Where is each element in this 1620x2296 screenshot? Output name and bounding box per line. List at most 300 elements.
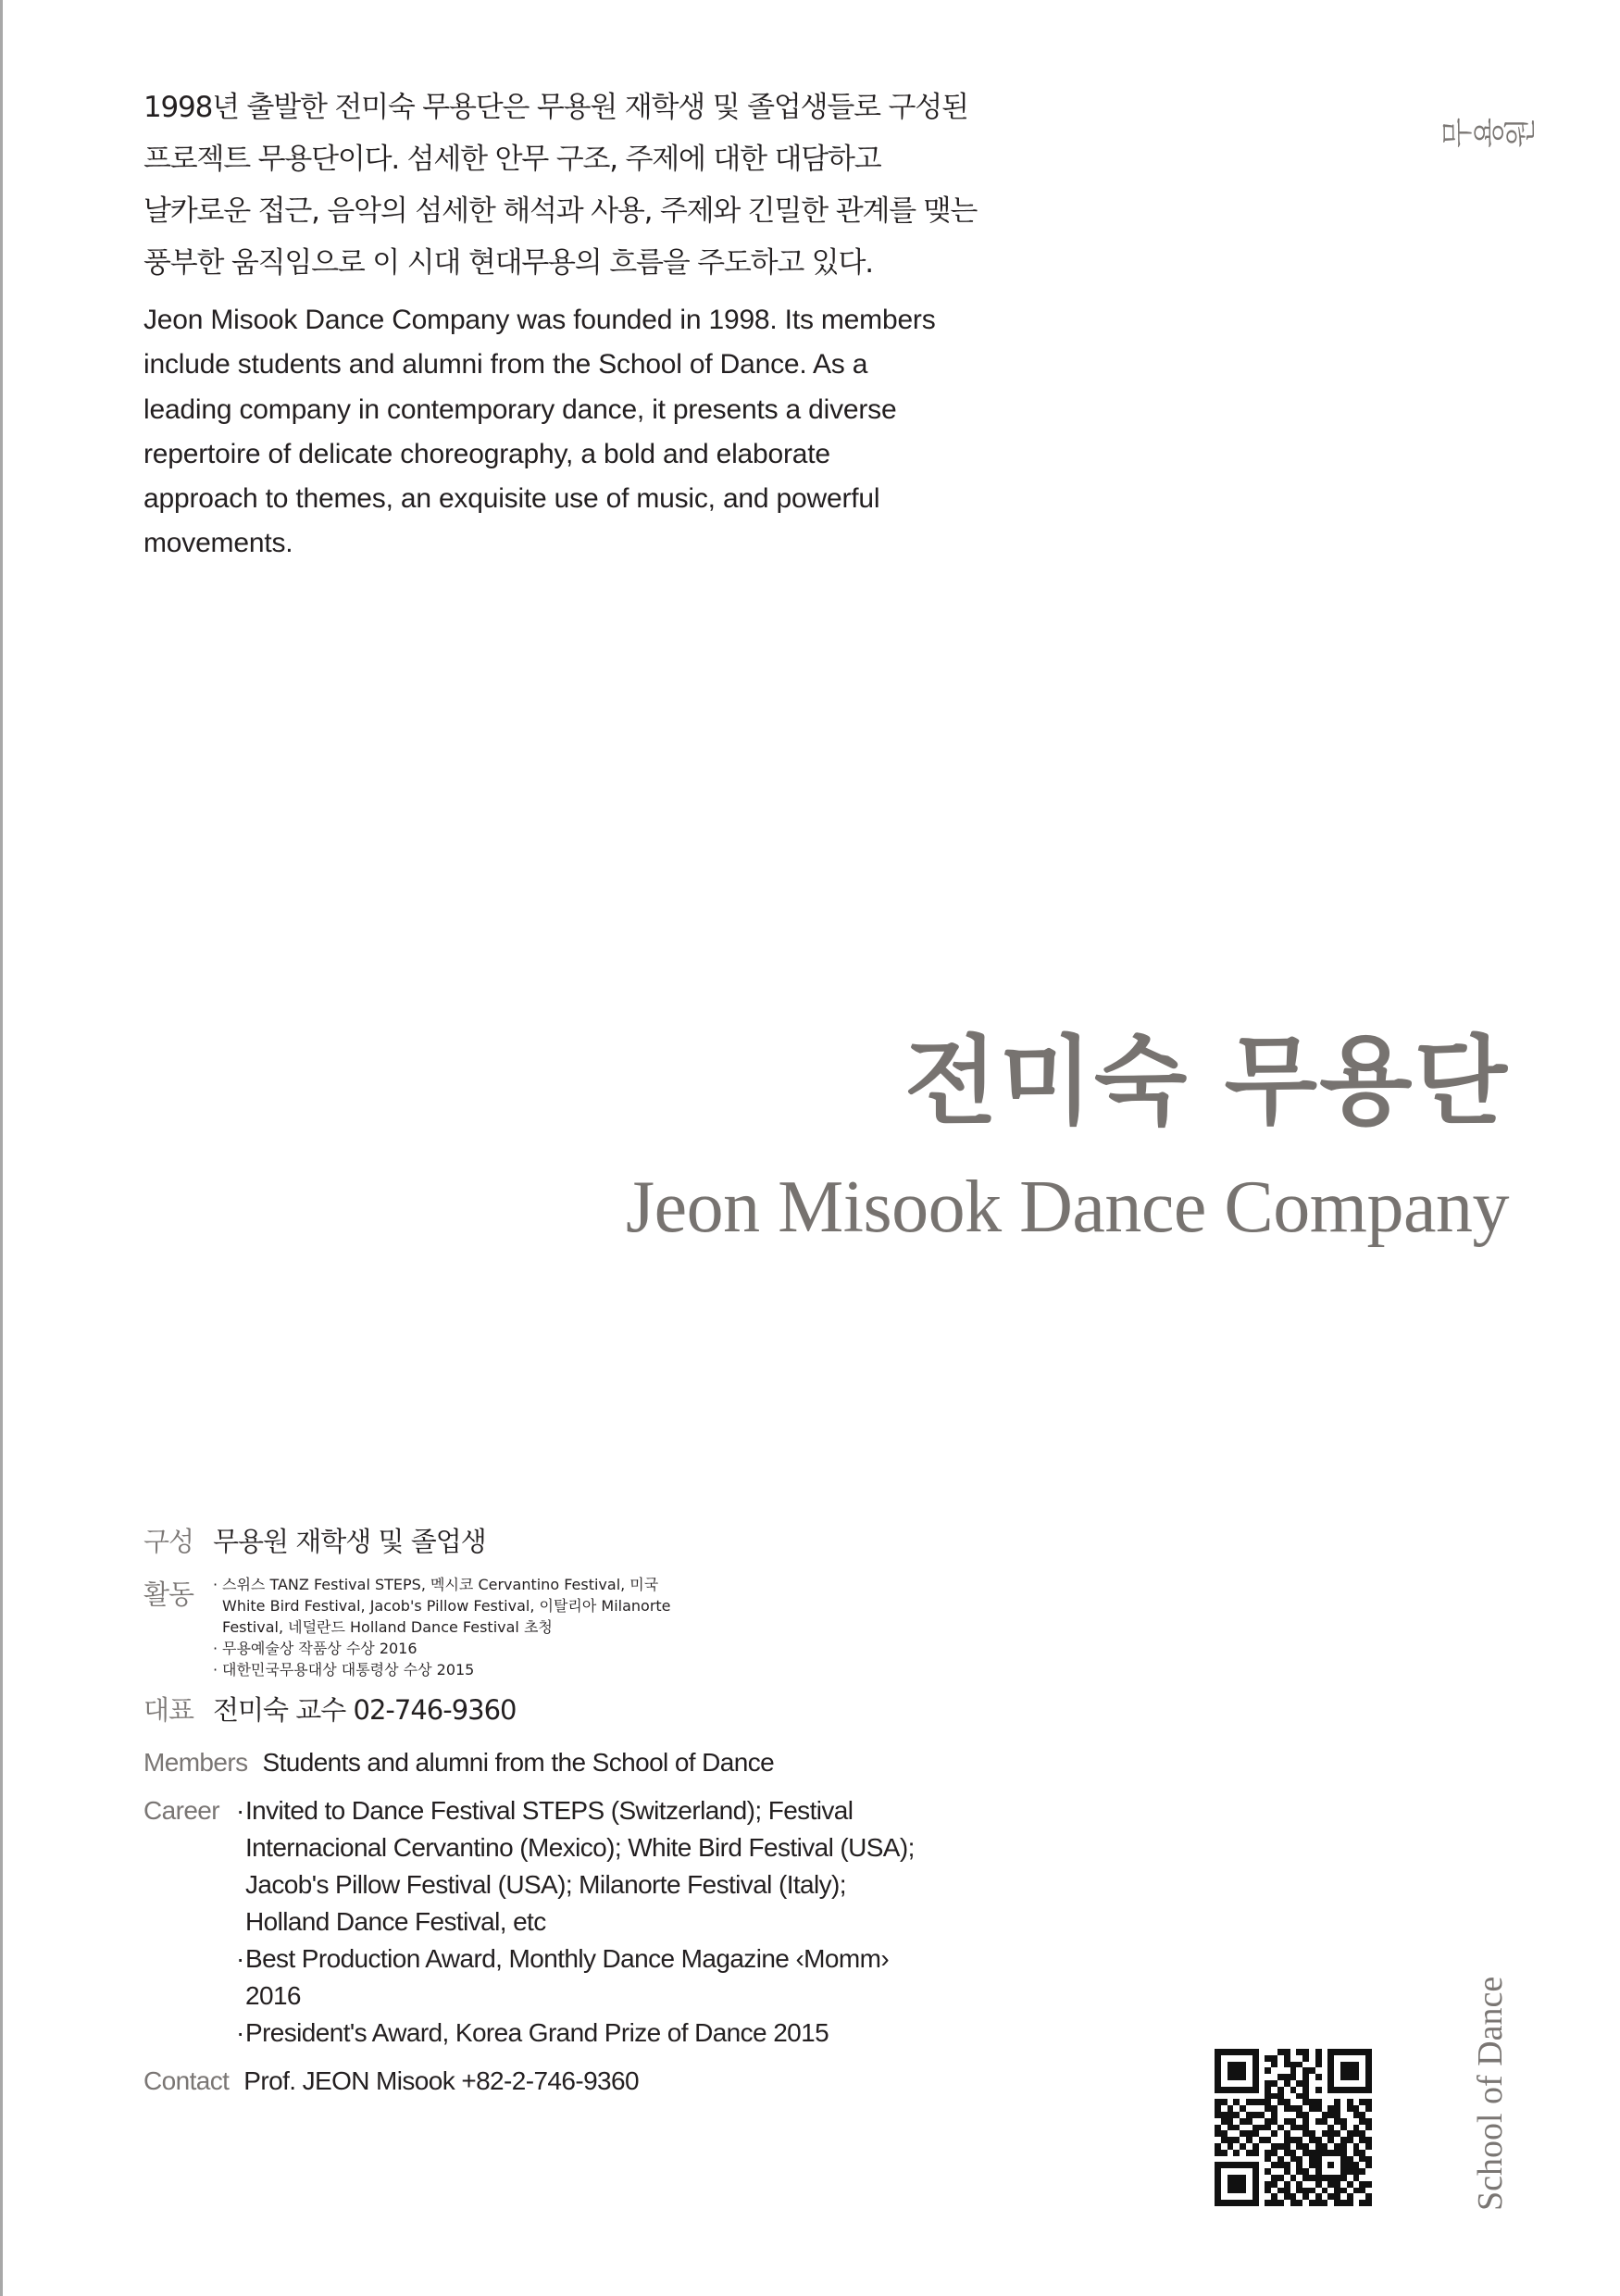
qr-module <box>1240 2137 1246 2143</box>
qr-module <box>1271 2093 1277 2100</box>
activities-list <box>213 1573 671 1679</box>
qr-module <box>1240 2168 1246 2175</box>
qr-module <box>1290 2168 1297 2175</box>
qr-module <box>1359 2112 1365 2118</box>
qr-module <box>1277 2118 1284 2125</box>
qr-module <box>1215 2062 1221 2068</box>
qr-module <box>1252 2188 1259 2194</box>
qr-module <box>1215 2175 1221 2181</box>
qr-module <box>1296 2137 1302 2143</box>
qr-module <box>1365 2181 1372 2188</box>
qr-module <box>1327 2143 1334 2150</box>
qr-module <box>1252 2074 1259 2080</box>
qr-module <box>1334 2125 1340 2131</box>
qr-module <box>1265 2105 1271 2112</box>
career-line <box>236 1978 915 2015</box>
qr-module <box>1290 2099 1297 2105</box>
activity-line <box>213 1658 671 1679</box>
qr-module <box>1221 2193 1227 2200</box>
qr-module <box>1327 2200 1334 2206</box>
qr-module <box>1240 2105 1246 2112</box>
qr-module <box>1296 2130 1302 2137</box>
qr-module <box>1334 2093 1340 2100</box>
career-text: President's Award, Korea Grand Prize of Dance 2015 <box>245 2018 829 2047</box>
members-value: Students and alumni from the School of Dance <box>262 1748 775 1777</box>
qr-module <box>1322 2074 1328 2080</box>
qr-module <box>1296 2162 1302 2168</box>
qr-module <box>1265 2074 1271 2080</box>
qr-module <box>1340 2080 1347 2087</box>
qr-module <box>1233 2137 1240 2143</box>
qr-module <box>1284 2175 1290 2181</box>
qr-module <box>1353 2118 1360 2125</box>
qr-module <box>1347 2193 1353 2200</box>
qr-module <box>1233 2067 1240 2074</box>
qr-module <box>1302 2156 1309 2163</box>
qr-module <box>1259 2112 1265 2118</box>
qr-module <box>1309 2156 1315 2163</box>
qr-module <box>1271 2074 1277 2080</box>
qr-module <box>1221 2067 1227 2074</box>
qr-module <box>1271 2168 1277 2175</box>
qr-module <box>1327 2125 1334 2131</box>
qr-module <box>1322 2137 1328 2143</box>
qr-module <box>1259 2193 1265 2200</box>
qr-module <box>1221 2150 1227 2156</box>
qr-module <box>1271 2137 1277 2143</box>
qr-module <box>1246 2049 1252 2055</box>
qr-module <box>1340 2062 1347 2068</box>
qr-module <box>1309 2099 1315 2105</box>
qr-module <box>1221 2125 1227 2131</box>
qr-module <box>1259 2105 1265 2112</box>
qr-module <box>1315 2118 1322 2125</box>
qr-module <box>1309 2130 1315 2137</box>
qr-module <box>1284 2125 1290 2131</box>
qr-module <box>1259 2087 1265 2093</box>
qr-module <box>1215 2162 1221 2168</box>
qr-module <box>1233 2156 1240 2163</box>
qr-module <box>1246 2156 1252 2163</box>
qr-module <box>1221 2055 1227 2062</box>
qr-module <box>1284 2200 1290 2206</box>
qr-module <box>1365 2193 1372 2200</box>
qr-module <box>1259 2093 1265 2100</box>
qr-module <box>1233 2105 1240 2112</box>
qr-module <box>1233 2188 1240 2194</box>
qr-module <box>1334 2130 1340 2137</box>
qr-module <box>1271 2087 1277 2093</box>
qr-module <box>1327 2181 1334 2188</box>
qr-module <box>1240 2150 1246 2156</box>
qr-module <box>1215 2112 1221 2118</box>
qr-module <box>1365 2175 1372 2181</box>
qr-module <box>1277 2181 1284 2188</box>
qr-module <box>1290 2150 1297 2156</box>
qr-module <box>1347 2175 1353 2181</box>
qr-module <box>1252 2062 1259 2068</box>
qr-module <box>1315 2080 1322 2087</box>
qr-module <box>1365 2062 1372 2068</box>
qr-module <box>1227 2143 1234 2150</box>
qr-module <box>1271 2193 1277 2200</box>
qr-module <box>1259 2168 1265 2175</box>
qr-module <box>1309 2055 1315 2062</box>
career-line <box>236 1829 915 1866</box>
qr-module <box>1340 2150 1347 2156</box>
qr-module <box>1315 2105 1322 2112</box>
qr-module <box>1277 2112 1284 2118</box>
qr-module <box>1265 2049 1271 2055</box>
qr-module <box>1240 2080 1246 2087</box>
qr-module <box>1334 2168 1340 2175</box>
qr-module <box>1215 2074 1221 2080</box>
qr-module <box>1252 2143 1259 2150</box>
qr-module <box>1221 2099 1227 2105</box>
intro-en-line: include students and alumni from the School of Dance. As a <box>143 349 868 381</box>
qr-module <box>1277 2074 1284 2080</box>
qr-module <box>1233 2087 1240 2093</box>
qr-module <box>1240 2118 1246 2125</box>
qr-module <box>1265 2099 1271 2105</box>
qr-module <box>1246 2168 1252 2175</box>
intro-ko-line: 프로젝트 무용단이다. 섬세한 안무 구조, 주제에 대한 대담하고 <box>143 143 881 176</box>
qr-module <box>1347 2143 1353 2150</box>
qr-module <box>1334 2143 1340 2150</box>
qr-module <box>1246 2105 1252 2112</box>
qr-module <box>1246 2112 1252 2118</box>
qr-module <box>1265 2130 1271 2137</box>
qr-module <box>1284 2193 1290 2200</box>
qr-module <box>1315 2130 1322 2137</box>
qr-module <box>1290 2181 1297 2188</box>
qr-module <box>1233 2143 1240 2150</box>
qr-module <box>1265 2093 1271 2100</box>
activity-text: 스위스 TANZ Festival STEPS, 멕시코 Cervantino Festival, 미국 <box>222 1575 659 1593</box>
intro-section <box>143 81 1051 567</box>
qr-module <box>1252 2087 1259 2093</box>
qr-module <box>1347 2099 1353 2105</box>
qr-module <box>1340 2156 1347 2163</box>
qr-module <box>1340 2049 1347 2055</box>
qr-module <box>1334 2112 1340 2118</box>
qr-module <box>1334 2099 1340 2105</box>
qr-module <box>1259 2074 1265 2080</box>
qr-module <box>1322 2168 1328 2175</box>
qr-module <box>1353 2130 1360 2137</box>
qr-module <box>1246 2055 1252 2062</box>
qr-module <box>1271 2188 1277 2194</box>
qr-module <box>1296 2087 1302 2093</box>
qr-module <box>1353 2093 1360 2100</box>
qr-module <box>1327 2118 1334 2125</box>
qr-module <box>1359 2200 1365 2206</box>
qr-module <box>1365 2137 1372 2143</box>
qr-module <box>1309 2093 1315 2100</box>
qr-module <box>1327 2193 1334 2200</box>
qr-module <box>1240 2188 1246 2194</box>
qr-module <box>1309 2105 1315 2112</box>
qr-module <box>1215 2181 1221 2188</box>
qr-module <box>1322 2156 1328 2163</box>
qr-module <box>1327 2130 1334 2137</box>
qr-module <box>1271 2150 1277 2156</box>
qr-module <box>1246 2093 1252 2100</box>
qr-module <box>1359 2188 1365 2194</box>
qr-module <box>1284 2074 1290 2080</box>
representative-value: 전미숙 교수 02-746-9360 <box>213 1693 517 1726</box>
qr-module <box>1309 2168 1315 2175</box>
qr-module <box>1296 2118 1302 2125</box>
qr-module <box>1252 2150 1259 2156</box>
qr-module <box>1290 2049 1297 2055</box>
qr-module <box>1215 2130 1221 2137</box>
qr-module <box>1221 2175 1227 2181</box>
qr-module <box>1246 2162 1252 2168</box>
qr-module <box>1221 2062 1227 2068</box>
info-row-composition <box>143 1520 1069 1564</box>
qr-module <box>1359 2150 1365 2156</box>
qr-module <box>1215 2067 1221 2074</box>
qr-module <box>1315 2062 1322 2068</box>
qr-module <box>1302 2125 1309 2131</box>
page-title-korean: 전미숙 무용단 <box>904 1024 1509 1138</box>
qr-module <box>1227 2093 1234 2100</box>
qr-module <box>1227 2055 1234 2062</box>
qr-module <box>1233 2118 1240 2125</box>
qr-module <box>1359 2062 1365 2068</box>
qr-module <box>1259 2049 1265 2055</box>
qr-module <box>1252 2200 1259 2206</box>
qr-module <box>1340 2112 1347 2118</box>
qr-module <box>1240 2067 1246 2074</box>
qr-module <box>1290 2143 1297 2150</box>
qr-module <box>1347 2112 1353 2118</box>
info-row-representative <box>143 1689 1069 1732</box>
qr-module <box>1340 2168 1347 2175</box>
qr-module <box>1215 2168 1221 2175</box>
page-title-english: Jeon Misook Dance Company <box>625 1167 1509 1248</box>
qr-module <box>1252 2055 1259 2062</box>
qr-module <box>1322 2118 1328 2125</box>
qr-module <box>1252 2156 1259 2163</box>
qr-module <box>1259 2175 1265 2181</box>
qr-module <box>1240 2125 1246 2131</box>
qr-module <box>1227 2130 1234 2137</box>
qr-module <box>1365 2080 1372 2087</box>
qr-module <box>1284 2105 1290 2112</box>
composition-label: 구성 <box>143 1526 194 1557</box>
qr-module <box>1302 2055 1309 2062</box>
qr-module <box>1233 2112 1240 2118</box>
qr-module <box>1215 2118 1221 2125</box>
qr-module <box>1265 2118 1271 2125</box>
qr-module <box>1315 2049 1322 2055</box>
qr-module <box>1315 2175 1322 2181</box>
qr-module <box>1240 2181 1246 2188</box>
qr-module <box>1302 2193 1309 2200</box>
qr-module <box>1347 2074 1353 2080</box>
qr-module <box>1227 2168 1234 2175</box>
qr-module <box>1353 2099 1360 2105</box>
qr-module <box>1302 2105 1309 2112</box>
qr-module <box>1221 2137 1227 2143</box>
qr-module <box>1309 2112 1315 2118</box>
qr-module <box>1334 2162 1340 2168</box>
qr-module <box>1359 2080 1365 2087</box>
qr-module <box>1252 2130 1259 2137</box>
qr-module <box>1309 2087 1315 2093</box>
qr-module <box>1277 2087 1284 2093</box>
qr-module <box>1271 2130 1277 2137</box>
qr-module <box>1296 2193 1302 2200</box>
qr-module <box>1334 2181 1340 2188</box>
qr-module <box>1240 2175 1246 2181</box>
qr-module <box>1227 2156 1234 2163</box>
qr-module <box>1315 2193 1322 2200</box>
career-text: Internacional Cervantino (Mexico); White Bird Festival (USA); <box>245 1833 915 1862</box>
qr-module <box>1246 2150 1252 2156</box>
qr-module <box>1290 2118 1297 2125</box>
qr-module <box>1315 2188 1322 2194</box>
qr-module <box>1265 2193 1271 2200</box>
qr-module <box>1334 2067 1340 2074</box>
qr-module <box>1322 2125 1328 2131</box>
qr-module <box>1227 2067 1234 2074</box>
qr-module <box>1315 2200 1322 2206</box>
qr-module <box>1259 2137 1265 2143</box>
qr-module <box>1322 2067 1328 2074</box>
qr-module <box>1322 2193 1328 2200</box>
qr-module <box>1284 2087 1290 2093</box>
qr-module <box>1302 2200 1309 2206</box>
qr-module <box>1334 2175 1340 2181</box>
qr-module <box>1327 2062 1334 2068</box>
qr-module <box>1240 2156 1246 2163</box>
qr-module <box>1302 2130 1309 2137</box>
qr-module <box>1277 2055 1284 2062</box>
qr-module <box>1322 2181 1328 2188</box>
qr-module <box>1322 2200 1328 2206</box>
qr-code-icon[interactable] <box>1215 2049 1372 2206</box>
qr-module <box>1259 2188 1265 2194</box>
qr-module <box>1309 2118 1315 2125</box>
qr-module <box>1221 2074 1227 2080</box>
qr-module <box>1227 2112 1234 2118</box>
qr-module <box>1347 2062 1353 2068</box>
qr-module <box>1227 2099 1234 2105</box>
qr-module <box>1359 2067 1365 2074</box>
qr-module <box>1365 2049 1372 2055</box>
qr-module <box>1359 2130 1365 2137</box>
qr-module <box>1290 2193 1297 2200</box>
qr-module <box>1309 2062 1315 2068</box>
qr-module <box>1233 2055 1240 2062</box>
qr-module <box>1277 2093 1284 2100</box>
qr-module <box>1252 2118 1259 2125</box>
qr-module <box>1327 2055 1334 2062</box>
qr-module <box>1353 2049 1360 2055</box>
qr-module <box>1302 2087 1309 2093</box>
qr-module <box>1290 2200 1297 2206</box>
activity-text: 무용예술상 작품상 수상 2016 <box>222 1639 417 1657</box>
qr-module <box>1365 2118 1372 2125</box>
career-label: Career <box>143 1796 219 1825</box>
activity-line <box>213 1573 671 1594</box>
qr-module <box>1240 2099 1246 2105</box>
qr-module <box>1221 2168 1227 2175</box>
qr-module <box>1309 2175 1315 2181</box>
intro-en-line: approach to themes, an exquisite use of music, and powerful <box>143 483 880 515</box>
intro-korean-paragraph <box>143 81 1051 289</box>
qr-module <box>1365 2130 1372 2137</box>
qr-module <box>1227 2080 1234 2087</box>
qr-module <box>1340 2105 1347 2112</box>
qr-module <box>1215 2143 1221 2150</box>
qr-module <box>1302 2099 1309 2105</box>
qr-module <box>1340 2200 1347 2206</box>
qr-module <box>1353 2193 1360 2200</box>
qr-module <box>1227 2087 1234 2093</box>
side-label-school-ko-text: 무용원 <box>1440 118 1535 155</box>
qr-module <box>1227 2105 1234 2112</box>
qr-module <box>1359 2105 1365 2112</box>
qr-module <box>1215 2125 1221 2131</box>
activity-text: Festival, 네덜란드 Holland Dance Festival 초청 <box>222 1617 553 1636</box>
qr-module <box>1271 2162 1277 2168</box>
qr-module <box>1290 2074 1297 2080</box>
qr-module <box>1252 2067 1259 2074</box>
qr-module <box>1284 2168 1290 2175</box>
qr-module <box>1246 2099 1252 2105</box>
qr-module <box>1296 2188 1302 2194</box>
info-english <box>143 1744 1069 2100</box>
bullet-dot: · <box>213 1660 218 1678</box>
qr-module <box>1271 2143 1277 2150</box>
qr-module <box>1327 2168 1334 2175</box>
qr-module <box>1221 2188 1227 2194</box>
qr-module <box>1340 2181 1347 2188</box>
qr-module <box>1302 2118 1309 2125</box>
qr-module <box>1284 2181 1290 2188</box>
qr-module <box>1227 2118 1234 2125</box>
qr-module <box>1365 2125 1372 2131</box>
qr-module <box>1302 2175 1309 2181</box>
qr-module <box>1347 2188 1353 2194</box>
qr-module <box>1277 2105 1284 2112</box>
composition-value: 무용원 재학생 및 졸업생 <box>213 1526 486 1557</box>
qr-module <box>1259 2200 1265 2206</box>
qr-module <box>1315 2150 1322 2156</box>
qr-module <box>1296 2168 1302 2175</box>
bullet-dot: · <box>236 1796 244 1825</box>
career-text: Holland Dance Festival, etc <box>245 1907 546 1936</box>
qr-module <box>1215 2188 1221 2194</box>
qr-module <box>1240 2087 1246 2093</box>
qr-module <box>1290 2093 1297 2100</box>
qr-module <box>1277 2200 1284 2206</box>
qr-module <box>1347 2156 1353 2163</box>
qr-module <box>1359 2162 1365 2168</box>
qr-module <box>1227 2181 1234 2188</box>
qr-module <box>1271 2105 1277 2112</box>
qr-module <box>1315 2074 1322 2080</box>
qr-module <box>1309 2143 1315 2150</box>
qr-module <box>1271 2125 1277 2131</box>
qr-module <box>1302 2062 1309 2068</box>
qr-module <box>1271 2055 1277 2062</box>
qr-module <box>1296 2055 1302 2062</box>
